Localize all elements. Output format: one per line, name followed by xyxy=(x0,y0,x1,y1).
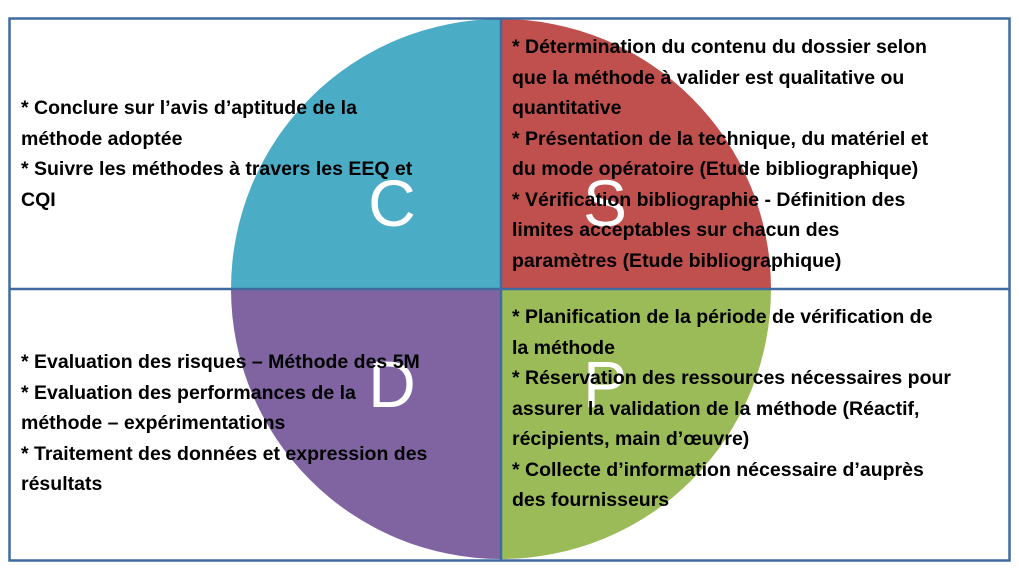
quadrant-p-line: * Planification de la période de vérification de xyxy=(512,306,933,328)
quadrant-p-line: assurer la validation de la méthode (Réactif, xyxy=(512,397,920,420)
quadrant-s-line: que la méthode à valider est qualitative ou xyxy=(512,66,905,89)
quadrant-p-text xyxy=(512,302,1007,516)
quadrant-c-letter: C xyxy=(368,166,416,240)
quadrant-s-line: paramètres (Etude bibliographique) xyxy=(512,249,842,272)
quadrant-p-line: * Collecte d’information nécessaire d’auprès xyxy=(512,458,924,481)
quadrant-s-line: * Vérification bibliographie - Définition des xyxy=(512,188,906,211)
quadrant-c-text xyxy=(21,93,491,215)
quadrant-s-line: limites acceptables sur chacun des xyxy=(512,219,840,241)
quadrant-s-letter: S xyxy=(582,166,628,240)
quadrant-d-line: * Evaluation des risques – Méthode des 5M xyxy=(21,351,420,373)
quadrant-s-line: * Détermination du contenu du dossier selon xyxy=(512,36,927,58)
quadrant-d-line: * Traitement des données et expression des xyxy=(21,442,428,465)
quadrant-c-line: méthode adoptée xyxy=(21,127,183,150)
quadrant-p-line: récipients, main d’œuvre) xyxy=(512,428,750,450)
quadrant-d-letter: D xyxy=(368,347,416,421)
quadrant-s-line: * Présentation de la technique, du matériel et xyxy=(512,127,929,150)
quadrant-s-line: du mode opératoire (Etude bibliographique) xyxy=(512,158,919,180)
quadrant-d-line: résultats xyxy=(21,473,103,495)
quadrant-c-line: * Conclure sur l’avis d’aptitude de la xyxy=(21,97,357,119)
quadrant-p-line: la méthode xyxy=(512,336,615,359)
quadrant-d-line: * Evaluation des performances de la xyxy=(21,381,356,404)
quadrant-s-line: quantitative xyxy=(512,97,622,119)
quadrant-p-line: des fournisseurs xyxy=(512,489,670,511)
quadrant-c-line: CQI xyxy=(21,188,56,211)
quadrant-c-line: * Suivre les méthodes à travers les EEQ et xyxy=(21,158,413,180)
quadrant-s-text xyxy=(512,32,1007,276)
quadrant-p-letter: P xyxy=(582,347,628,421)
quadrant-p-line: * Réservation des ressources nécessaires pour xyxy=(512,367,951,389)
quadrant-d-line: méthode – expérimentations xyxy=(21,412,286,434)
quadrant-d-text xyxy=(21,347,491,500)
